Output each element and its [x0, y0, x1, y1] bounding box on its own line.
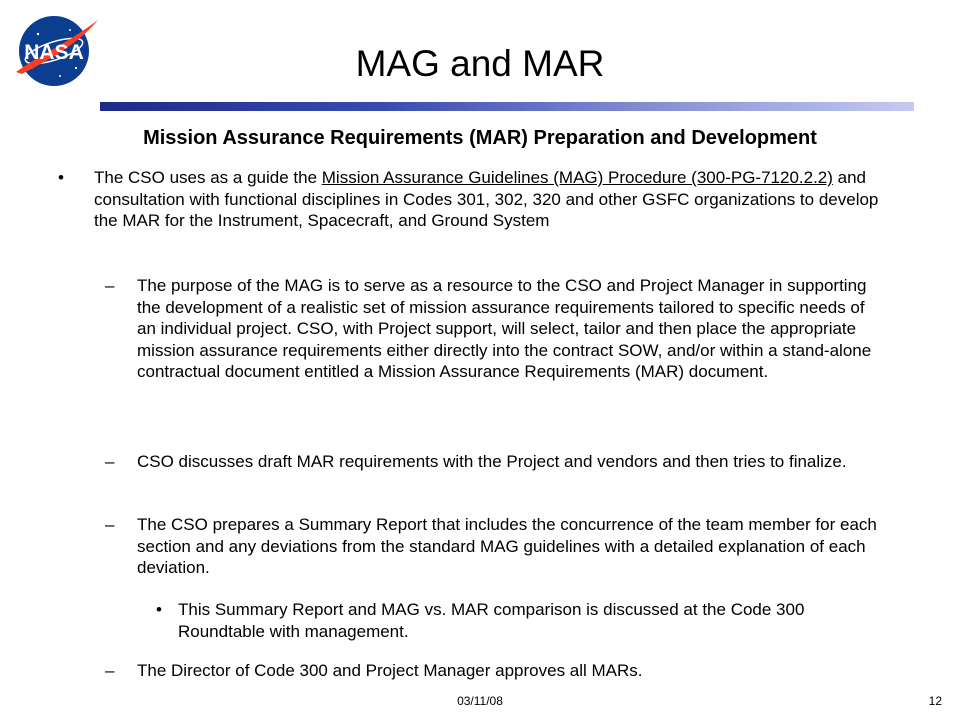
- sub-sub-bullet-item: [156, 599, 868, 642]
- dash-marker: –: [105, 276, 115, 295]
- sub-bullet-item: [105, 275, 882, 383]
- bullet-text-continued: and consultation with functional disciplines in Codes 301, 302, 320 and other GSFC organizations to develop the MAR for the Instrument, Spacecraft, and Ground System: [94, 168, 879, 230]
- slide-subtitle: Mission Assurance Requirements (MAR) Preparation and Development: [143, 127, 817, 149]
- footer-date: 03/11/08: [457, 694, 503, 708]
- sub-bullet-item: [105, 451, 897, 473]
- sub-bullet-text: CSO discusses draft MAR requirements with the Project and vendors and then tries to finalize.: [137, 452, 847, 471]
- bullet-marker: •: [58, 168, 64, 187]
- slide-title: MAG and MAR: [355, 43, 605, 84]
- title-divider: [100, 102, 914, 111]
- dash-marker: –: [105, 452, 115, 471]
- nasa-logo-text: NASA: [24, 41, 84, 64]
- dash-marker: –: [105, 661, 115, 680]
- sub-bullet-text: The CSO prepares a Summary Report that includes the concurrence of the team member for each section and any deviations from the standard MAG guidelines with a detailed explanation of each deviation.: [137, 515, 877, 577]
- sub-sub-bullet-text: This Summary Report and MAG vs. MAR comparison is discussed at the Code 300 Roundtable with management.: [178, 600, 805, 641]
- bullet-marker: •: [156, 600, 162, 619]
- page-number: 12: [928, 694, 942, 708]
- bullet-text: The CSO uses as a guide the: [94, 168, 322, 187]
- sub-bullet-item: [105, 514, 905, 579]
- sub-bullet-text: The purpose of the MAG is to serve as a resource to the CSO and Project Manager in supporting the development of a realistic set of mission assurance requirements tailored to specific needs of an individual project. CSO, with Project support, will select, tailor and then place the appropriate mission assurance requirements either directly into the contract SOW, and/or within a stand-alone contractual document entitled a Mission Assurance Requirements (MAR) document.: [137, 276, 872, 381]
- dash-marker: –: [105, 515, 115, 534]
- sub-bullet-item: [105, 660, 897, 682]
- mag-procedure-link[interactable]: Mission Assurance Guidelines (MAG) Procedure (300-PG-7120.2.2): [321, 168, 833, 187]
- bullet-item: [58, 167, 900, 232]
- sub-bullet-text: The Director of Code 300 and Project Manager approves all MARs.: [137, 661, 643, 680]
